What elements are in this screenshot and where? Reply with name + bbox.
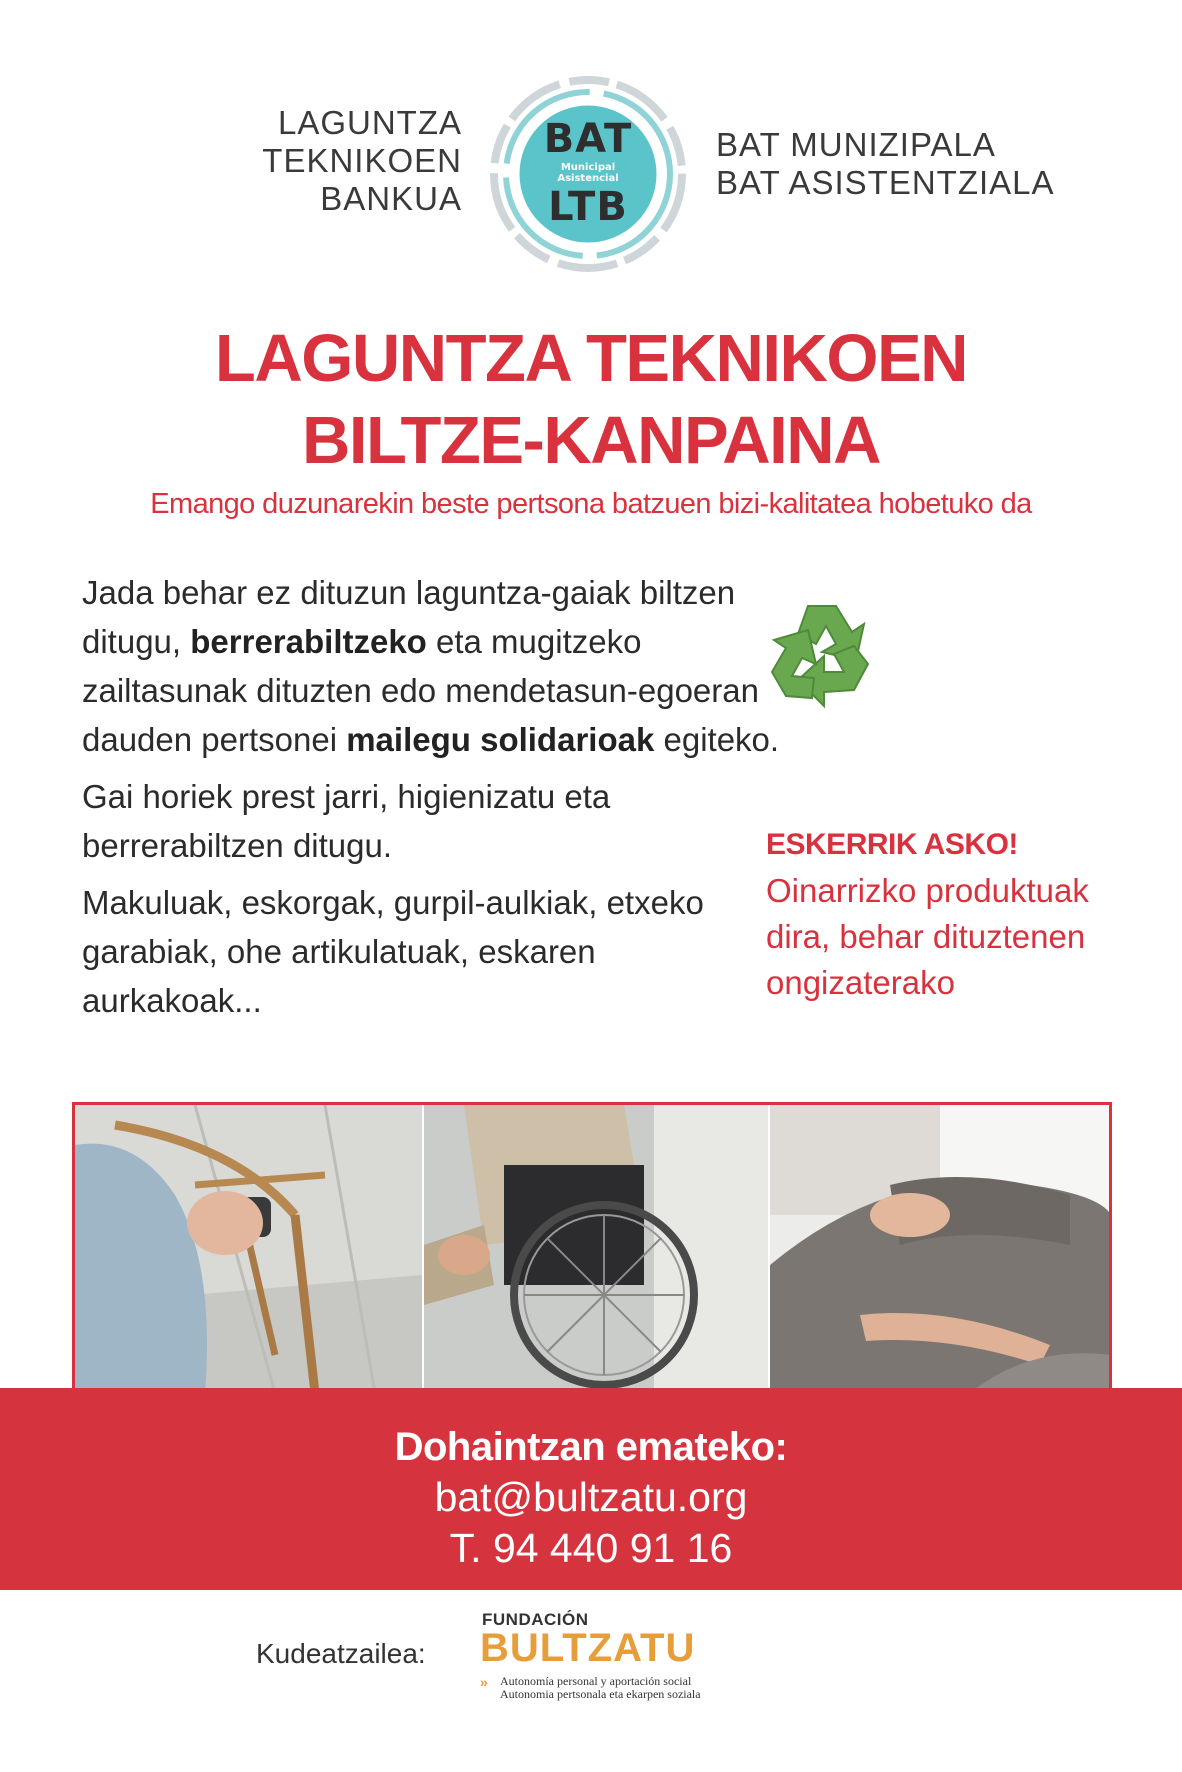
bold-span: berrerabiltzeko [190,623,427,660]
logo-sub-text: Municipal [560,162,616,173]
bold-span: mailegu solidarioak [346,721,655,758]
campaign-title-line: BILTZE-KANPAINA [302,403,880,478]
campaign-subtitle: Emango duzunarekin beste pertsona batzuen bizi-kalitatea hobetuko da [150,488,1032,520]
recycle-icon [756,588,888,720]
manager-label: Kudeatzailea: [256,1638,426,1669]
thanks-block [766,822,1146,1006]
bank-name-block [200,104,462,218]
bultzatu-logo [478,1610,718,1710]
bultzatu-logo-name: BULTZATU [480,1626,696,1670]
body-paragraph-2: Gai horiek prest jarri, higienizatu eta berrerabiltzen ditugu. [82,778,611,864]
donation-email-link[interactable]: bat@bultzatu.org [434,1474,748,1520]
campaign-title [0,318,1182,482]
logo-sub-text: Asistencial [557,173,619,184]
donation-phone[interactable]: T. 94 440 91 16 [449,1525,733,1571]
donation-banner [0,1388,1182,1590]
body-paragraph-3: Makuluak, eskorgak, gurpil-aulkiak, etxeko garabiak, ohe artikulatuak, eskaren aurkakoak... [82,884,704,1019]
donation-heading: Dohaintzan emateko: [394,1425,788,1469]
bank-name-line: TEKNIKOEN [262,142,462,179]
logo-ltb-text: LTB [548,184,628,230]
bat-type-line: BAT ASISTENTZIALA [716,164,1055,201]
bultzatu-tagline-eu: Autonomia pertsonala eta ekarpen soziala [500,1687,701,1701]
bank-name-line: LAGUNTZA [277,104,462,141]
text-span: Jada behar ez dituzun laguntza-gaiak biltzen ditugu, [82,574,736,660]
campaign-title-line: LAGUNTZA TEKNIKOEN [214,321,968,396]
body-paragraph-1 [82,568,782,764]
photo-strip [72,1102,1112,1390]
bat-type-block [716,126,1116,202]
logo-bat-text: BAT [543,116,633,162]
bed-photo [768,1105,1109,1390]
body-text [82,568,782,1033]
walker-photo [75,1105,422,1390]
wheelchair-photo [422,1105,768,1390]
thanks-heading: ESKERRIK ASKO! [766,828,1018,861]
text-span: eta mugitzeko zailtasunak dituzten edo mendetasun-egoeran dauden pertsonei [82,623,759,758]
thanks-text: Oinarrizko produktuak dira, behar dituztenen ongizaterako [766,872,1089,1001]
bultzatu-logo-prefix: FUNDACIÓN [482,1610,589,1629]
text-span: egiteko. [654,721,780,758]
double-arrow-icon: » [480,1674,488,1690]
bultzatu-tagline-es: Autonomía personal y aportación social [500,1674,692,1688]
bat-type-line: BAT MUNIZIPALA [716,126,996,163]
bank-name-line: BANKUA [320,180,462,217]
bat-ltb-logo [486,72,690,276]
